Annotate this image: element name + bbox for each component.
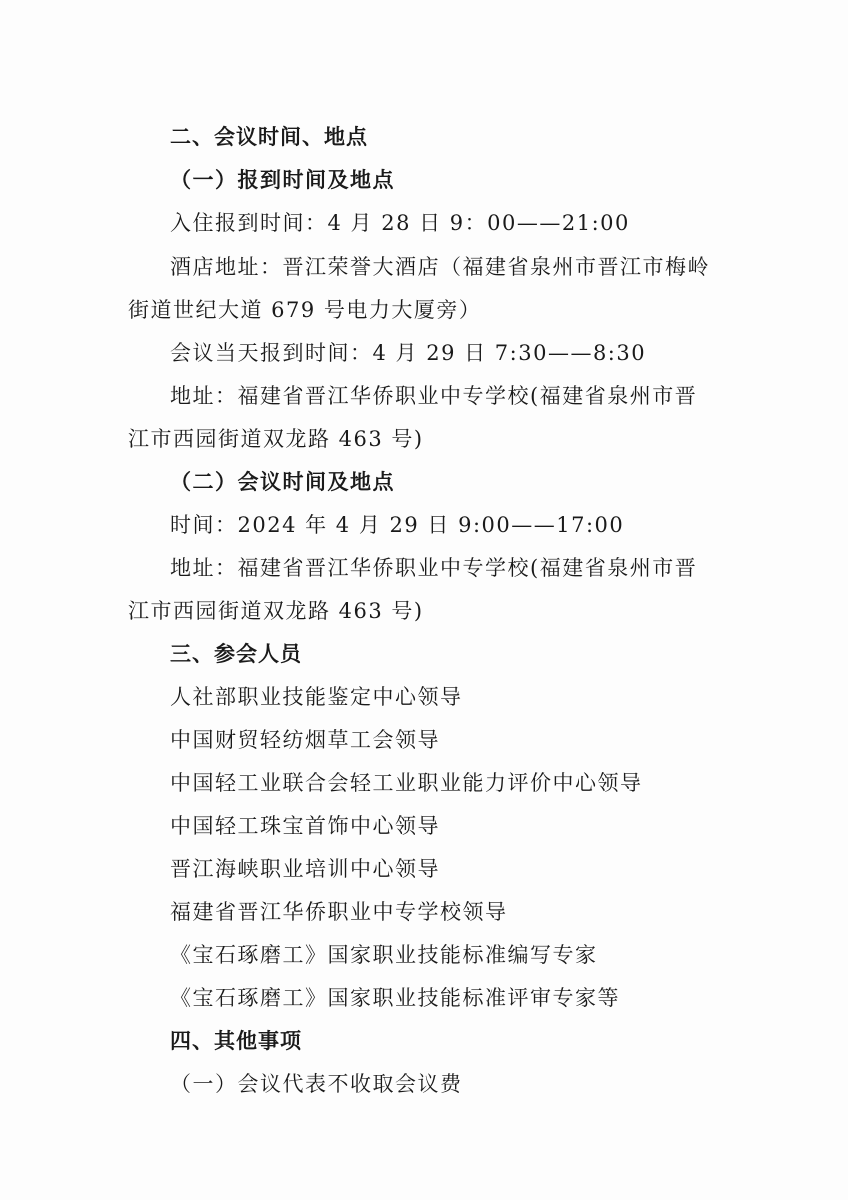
attendee-item: 人社部职业技能鉴定中心领导 <box>170 685 463 709</box>
section-heading-attendees: 三、参会人员 <box>170 642 302 666</box>
registration-address-continuation: 江市西园街道双龙路 463 号) <box>128 427 424 451</box>
attendee-item: 《宝石琢磨工》国家职业技能标准编写专家 <box>170 943 598 967</box>
attendee-item: 福建省晋江华侨职业中专学校领导 <box>170 900 508 924</box>
attendee-item: 《宝石琢磨工》国家职业技能标准评审专家等 <box>170 986 620 1010</box>
meeting-address-continuation: 江市西园街道双龙路 463 号) <box>128 599 424 623</box>
registration-address-line: 地址：福建省晋江华侨职业中专学校(福建省泉州市晋 <box>170 384 698 408</box>
attendee-item: 中国轻工业联合会轻工业职业能力评价中心领导 <box>170 771 643 795</box>
attendee-item: 中国财贸轻纺烟草工会领导 <box>170 728 440 752</box>
meeting-day-registration-line: 会议当天报到时间：4 月 29 日 7:30——8:30 <box>170 341 647 365</box>
attendee-item: 晋江海峡职业培训中心领导 <box>170 857 440 881</box>
other-matters-item: （一）会议代表不收取会议费 <box>170 1072 463 1096</box>
hotel-address-continuation: 街道世纪大道 679 号电力大厦旁） <box>128 298 482 322</box>
section-heading-meeting-time-place: 二、会议时间、地点 <box>170 125 368 149</box>
subsection-heading-meeting: （二）会议时间及地点 <box>170 470 395 494</box>
section-heading-other-matters: 四、其他事项 <box>170 1029 302 1053</box>
meeting-time-line: 时间：2024 年 4 月 29 日 9:00——17:00 <box>170 513 625 537</box>
checkin-time-line: 入住报到时间：4 月 28 日 9：00——21:00 <box>170 211 630 235</box>
hotel-address-line: 酒店地址：晋江荣誉大酒店（福建省泉州市晋江市梅岭 <box>170 255 710 279</box>
meeting-address-line: 地址：福建省晋江华侨职业中专学校(福建省泉州市晋 <box>170 556 698 580</box>
subsection-heading-registration: （一）报到时间及地点 <box>170 168 395 192</box>
attendee-item: 中国轻工珠宝首饰中心领导 <box>170 814 440 838</box>
